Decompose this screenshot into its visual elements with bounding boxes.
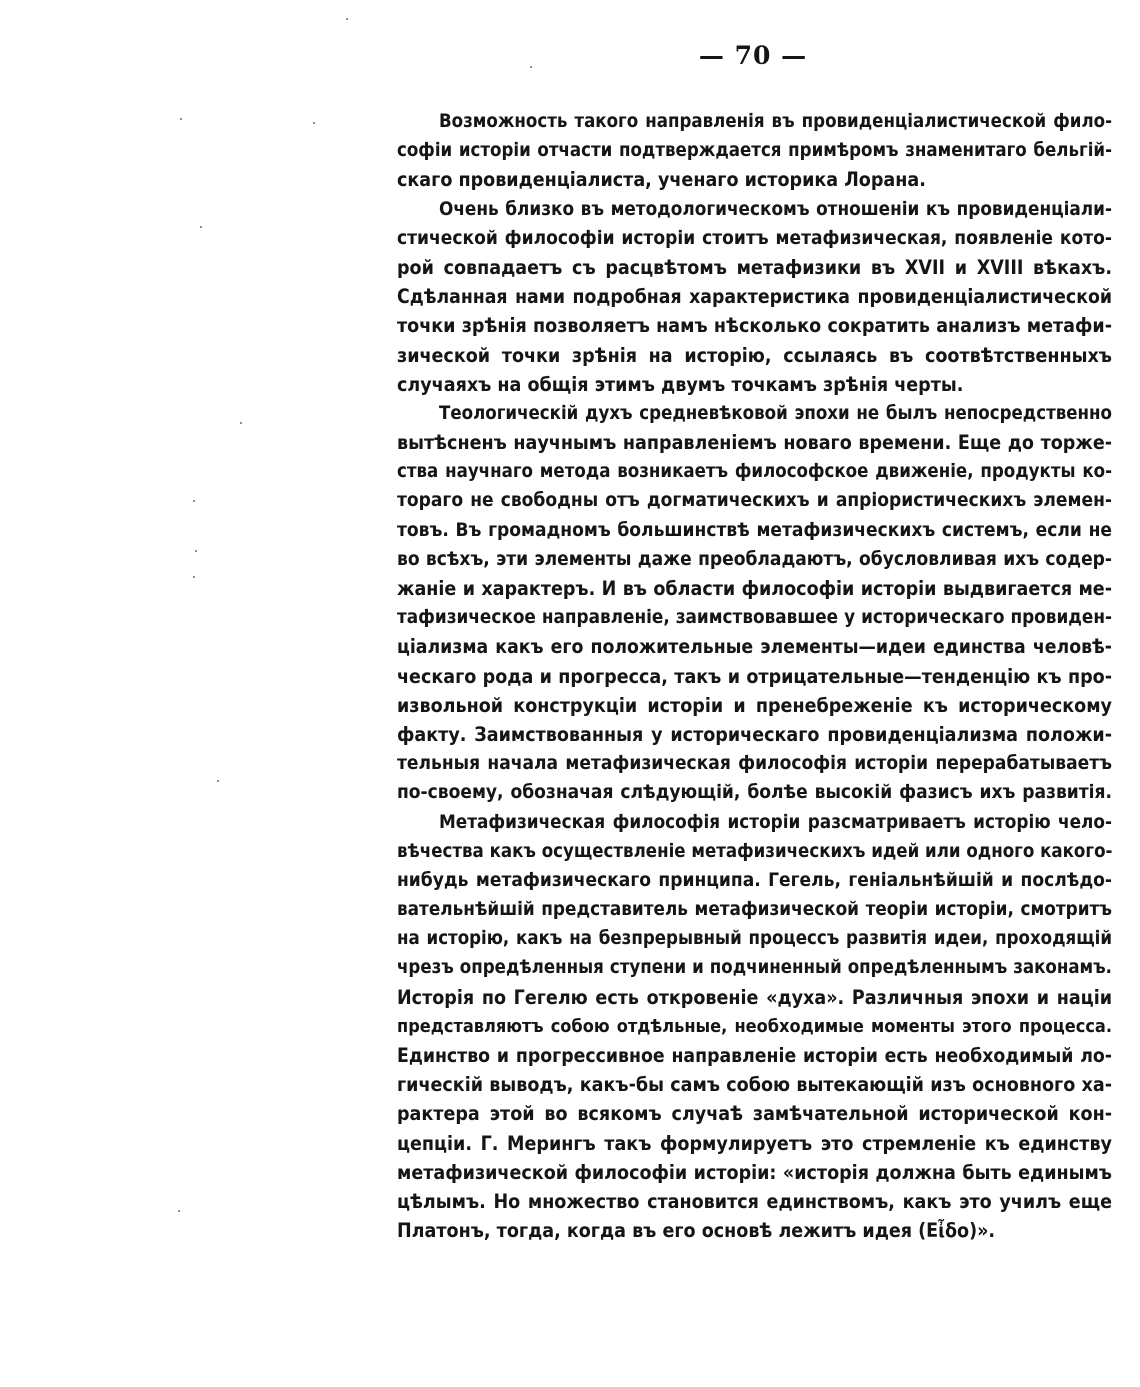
scan-speck [195, 550, 197, 552]
text-line: скаго провиденціалиста, ученаго историка Лорана. [397, 168, 926, 192]
text-line: товъ. Въ громадномъ большинствѣ метафизическихъ системъ, если не [397, 518, 1112, 541]
text-line: Возможность такого направленія въ провиденціалистической фило- [439, 111, 1112, 132]
text-line: ческаго рода и прогресса, такъ и отрицательные—тенденцію къ про- [397, 664, 1112, 688]
text-line: рактера этой во всякомъ случаѣ замѣчательной исторической кон- [397, 1102, 1112, 1126]
text-line: Сдѣланная нами подробная характеристика провиденціалистической [397, 285, 1112, 309]
scan-speck [240, 422, 242, 424]
text-line: вытѣсненъ научнымъ направленіемъ новаго времени. Еще до торже- [397, 431, 1112, 455]
text-line: на исторію, какъ на безпрерывный процессъ развитія идеи, проходящій [397, 928, 1112, 950]
scan-speck [217, 780, 219, 782]
text-line: чрезъ опредѣленныя ступени и подчиненный опредѣленнымъ законамъ. [397, 957, 1112, 979]
text-line: цѣлымъ. Но множество становится единствомъ, какъ это училъ еще [397, 1189, 1112, 1213]
text-line: тафизическое направленіе, заимствовавшее у историческаго провиден- [397, 607, 1112, 629]
text-line: случаяхъ на общія этимъ двумъ точкамъ зрѣнія черты. [397, 372, 964, 396]
scan-speck [180, 118, 182, 120]
scan-speck [313, 122, 315, 124]
text-line: извольной конструкціи исторіи и пренебреженіе къ историческому [397, 693, 1112, 717]
scan-speck [530, 66, 532, 68]
text-line: софіи исторіи отчасти подтверждается примѣромъ знаменитаго бельгій- [397, 140, 1112, 162]
text-line: гическій выводъ, какъ-бы самъ собою вытекающій изъ основного ха- [397, 1073, 1112, 1097]
text-line: тельныя начала метафизическая философія исторіи перерабатываетъ [397, 752, 1112, 775]
text-line: жаніе и характеръ. И въ области философіи исторіи выдвигается ме- [397, 577, 1112, 600]
text-line: во всѣхъ, эти элементы даже преобладаютъ, обусловливая ихъ содер- [397, 547, 1112, 570]
text-line: Очень близко въ методологическомъ отношеніи къ провиденціали- [439, 198, 1112, 220]
paragraph [397, 107, 1112, 195]
text-line: вѣчества какъ осуществленіе метафизическихъ идей или одного какого- [397, 840, 1112, 862]
text-line: факту. Заимствованныя у историческаго провиденціализма положи- [397, 722, 1112, 746]
text-line: по-своему, обозначая слѣдующій, болѣе высокій фазисъ ихъ развитія. [397, 781, 1112, 804]
scan-speck [178, 1210, 180, 1212]
text-line: вательнѣйшій представитель метафизической теоріи исторіи, смотритъ [397, 899, 1112, 921]
text-line: Метафизическая философія исторіи разсматриваетъ исторію чело- [439, 811, 1112, 833]
page-number: — 70 — [698, 41, 808, 70]
scan-speck [346, 18, 348, 20]
scan-speck [200, 226, 202, 228]
text-line: стической философіи исторіи стоитъ метафизическая, появленіе кото- [397, 226, 1112, 249]
text-line: ціализма какъ его положительные элементы—идеи единства человѣ- [397, 635, 1112, 659]
text-line: ства научнаго метода возникаетъ философское движеніе, продукты ко- [397, 461, 1112, 483]
paragraph [397, 808, 1112, 1246]
text-line: тораго не свободны отъ догматическихъ и апріористическихъ элемен- [397, 489, 1112, 512]
text-line: представляютъ собою отдѣльные, необходимые моменты этого процесса. [397, 1015, 1112, 1037]
text-line: зической точки зрѣнія на исторію, ссылаясь въ соотвѣтственныхъ [397, 343, 1112, 367]
body-text [397, 107, 1112, 1245]
text-line: цепціи. Г. Мерингъ такъ формулируетъ это стремленіе къ единству [397, 1131, 1112, 1155]
text-line: Платонъ, тогда, когда въ его основѣ лежитъ идея (Εἶδο)». [397, 1219, 996, 1243]
text-line: Единство и прогрессивное направленіе исторіи есть необходимый ло- [397, 1044, 1112, 1067]
text-line: метафизической философіи исторіи: «исторія должна быть единымъ [397, 1160, 1112, 1184]
scan-speck [193, 500, 195, 502]
paragraph [397, 195, 1112, 399]
text-line: точки зрѣнія позволяетъ намъ нѣсколько сократить анализъ метафи- [397, 314, 1112, 338]
text-line: рой совпадаетъ съ расцвѣтомъ метафизики въ XVII и XVIII вѣкахъ. [397, 255, 1112, 279]
paragraph [397, 399, 1112, 808]
scan-speck [193, 576, 195, 578]
text-line: Теологическій духъ средневѣковой эпохи не былъ непосредственно [439, 402, 1112, 424]
text-line: Исторія по Гегелю есть откровеніе «духа». Различныя эпохи и націи [397, 985, 1112, 1009]
text-line: нибудь метафизическаго принципа. Гегель, геніальнѣйшій и послѣдо- [397, 868, 1112, 891]
